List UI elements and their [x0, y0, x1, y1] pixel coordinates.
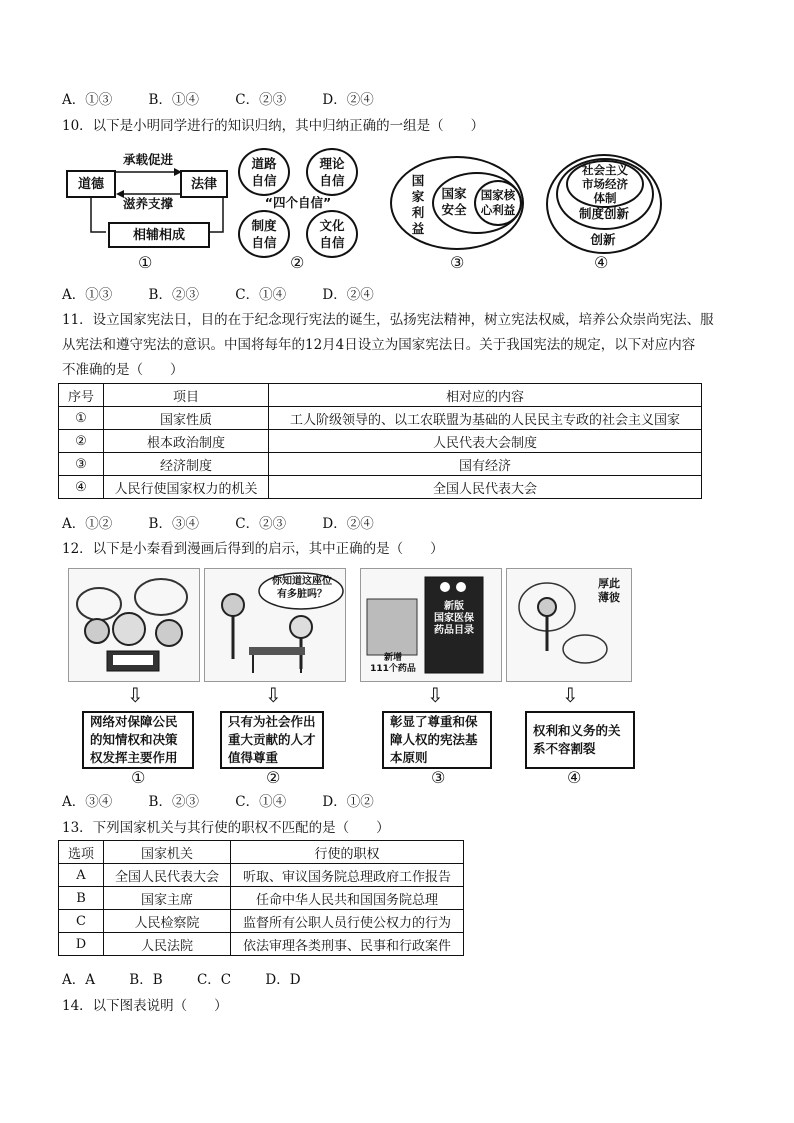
diagram-2-number: ② — [290, 253, 305, 272]
diagram-2-circle-1: 道路 自信 — [238, 148, 290, 196]
q11-options — [62, 514, 406, 534]
option: B．②③ — [148, 794, 199, 810]
option: A．①③ — [62, 92, 113, 108]
cartoon-2-number: ② — [266, 768, 281, 787]
diagram-2-center-label: “四个自信” — [264, 195, 332, 210]
option: D．②④ — [322, 287, 374, 303]
diagram-3 — [390, 148, 525, 273]
option: C．①④ — [235, 794, 287, 810]
table-cell: 任命中华人民共和国国务院总理 — [231, 887, 464, 910]
table-cell: 人民法院 — [104, 933, 231, 956]
table-row — [59, 910, 464, 933]
option: D．D — [265, 972, 301, 988]
option: C．②③ — [235, 92, 287, 108]
diagram-2 — [238, 148, 363, 273]
q12-stem: 12．以下是小秦看到漫画后得到的启示，其中正确的是（ ） — [62, 541, 444, 557]
table-cell: 人民检察院 — [104, 910, 231, 933]
q11-table — [58, 383, 702, 499]
table-cell: 人民代表大会制度 — [269, 430, 702, 453]
diagram-3-mid-label: 国家 安全 — [441, 186, 467, 217]
cartoon-4-image — [506, 568, 632, 682]
cartoon-2-caption: 只有为社会作出重大贡献的人才值得尊重 — [220, 711, 324, 769]
cartoon-3-subtext: 新增 111个药品 — [370, 653, 416, 674]
table-cell: C — [59, 910, 104, 933]
table-cell: ③ — [59, 453, 104, 476]
q13-stem: 13．下列国家机关与其行使的职权不匹配的是（ ） — [62, 820, 390, 836]
diagram-1-bottom-box: 相辅相成 — [108, 222, 210, 248]
header-cell: 项目 — [104, 384, 269, 407]
table-cell: 人民行使国家权力的机关 — [104, 476, 269, 499]
option: D．②④ — [322, 516, 374, 532]
diagram-4-outer-label: 创新 — [590, 232, 616, 247]
option: A．①③ — [62, 287, 113, 303]
table-cell: 依法审理各类刑事、民事和行政案件 — [231, 933, 464, 956]
q10-stem: 10．以下是小明同学进行的知识归纳，其中归纳正确的一组是（ ） — [62, 118, 485, 134]
diagram-3-outer-label: 国 家 利 益 — [411, 173, 425, 236]
cartoon-3-book-title: 新版 国家医保 药品目录 — [434, 601, 474, 636]
table-cell: 根本政治制度 — [104, 430, 269, 453]
cartoon-4-text: 厚此 薄彼 — [598, 577, 620, 604]
option: B．①④ — [148, 92, 199, 108]
table-cell: 国有经济 — [269, 453, 702, 476]
table-cell: 全国人民代表大会 — [104, 864, 231, 887]
cartoon-2-speech-bubble: 你知道这座位 有多脏吗？ — [272, 576, 332, 600]
diagram-1-right-box: 法律 — [180, 170, 228, 198]
table-cell: 国家主席 — [104, 887, 231, 910]
option: D．②④ — [322, 92, 374, 108]
option: C．②③ — [235, 516, 287, 532]
header-cell: 选项 — [59, 841, 104, 864]
q9-options — [62, 90, 406, 110]
cartoon-3-caption: 彰显了尊重和保障人权的宪法基本原则 — [382, 711, 492, 769]
table-header-row — [59, 384, 702, 407]
option: D．①② — [322, 794, 374, 810]
cartoon-2-image — [204, 568, 346, 682]
diagram-4-inner-circle: 社会主义 市场经济 体制 — [566, 160, 644, 208]
table-row — [59, 476, 702, 499]
diagram-2-circle-2: 理论 自信 — [306, 148, 358, 196]
cartoon-1-image — [68, 568, 200, 682]
table-row — [59, 864, 464, 887]
table-cell: ② — [59, 430, 104, 453]
table-cell: 监督所有公职人员行使公权力的行为 — [231, 910, 464, 933]
cartoon-1-caption: 网络对保障公民的知情权和决策权发挥主要作用 — [82, 711, 194, 769]
option: B．B — [129, 972, 163, 988]
option: A．A — [62, 972, 95, 988]
table-cell: ④ — [59, 476, 104, 499]
table-cell: 经济制度 — [104, 453, 269, 476]
q11-stem-line-3: 不准确的是（ ） — [62, 362, 184, 378]
header-cell: 国家机关 — [104, 841, 231, 864]
diagram-4 — [546, 148, 664, 273]
cartoon-3-number: ③ — [431, 768, 446, 787]
diagram-4-number: ④ — [594, 253, 609, 272]
diagram-1-mid-label: 滋养支撑 — [122, 196, 173, 211]
table-cell: D — [59, 933, 104, 956]
option: A．①② — [62, 516, 113, 532]
table-cell: 工人阶级领导的、以工农联盟为基础的人民民主专政的社会主义国家 — [269, 407, 702, 430]
header-cell: 序号 — [59, 384, 104, 407]
header-cell: 相对应的内容 — [269, 384, 702, 407]
cartoon-4-caption: 权利和义务的关系不容割裂 — [525, 711, 635, 769]
table-cell: A — [59, 864, 104, 887]
q13-options — [62, 970, 331, 990]
q13-table — [58, 840, 464, 956]
diagram-1-top-label: 承载促进 — [122, 152, 173, 167]
table-row — [59, 407, 702, 430]
q12-options — [62, 792, 406, 812]
down-arrow-icon: ⇩ — [127, 683, 144, 707]
option: B．②③ — [148, 287, 199, 303]
down-arrow-icon: ⇩ — [427, 683, 444, 707]
q11-stem-line-1: 11．设立国家宪法日，目的在于纪念现行宪法的诞生，弘扬宪法精神，树立宪法权威，培养公众崇尚宪法、服 — [62, 312, 714, 328]
diagram-3-number: ③ — [450, 253, 465, 272]
cartoon-4-number: ④ — [567, 768, 582, 787]
down-arrow-icon: ⇩ — [562, 683, 579, 707]
table-cell: ① — [59, 407, 104, 430]
option: C．①④ — [235, 287, 287, 303]
diagram-1-number: ① — [138, 253, 153, 272]
diagram-3-inner-circle: 国家核 心利益 — [474, 180, 522, 226]
option: C．C — [196, 972, 232, 988]
q11-stem-line-2: 从宪法和遵守宪法的意识。中国将每年的12月4日设立为国家宪法日。关于我国宪法的规定，以下对应内容 — [62, 337, 696, 353]
header-cell: 行使的职权 — [231, 841, 464, 864]
table-cell: 全国人民代表大会 — [269, 476, 702, 499]
table-row — [59, 887, 464, 910]
cartoon-1-drawing — [69, 569, 199, 681]
diagram-4-mid-label: 制度创新 — [578, 206, 629, 221]
table-row — [59, 933, 464, 956]
table-header-row — [59, 841, 464, 864]
cartoon-3-image — [360, 568, 502, 682]
diagram-1-left-box: 道德 — [66, 170, 116, 198]
table-cell: B — [59, 887, 104, 910]
q10-options — [62, 285, 406, 305]
diagram-1 — [66, 148, 236, 273]
option: B．③④ — [148, 516, 199, 532]
table-cell: 听取、审议国务院总理政府工作报告 — [231, 864, 464, 887]
table-row — [59, 453, 702, 476]
table-cell: 国家性质 — [104, 407, 269, 430]
diagram-2-circle-3: 制度 自信 — [238, 210, 290, 258]
option: A．③④ — [62, 794, 113, 810]
down-arrow-icon: ⇩ — [265, 683, 282, 707]
table-row — [59, 430, 702, 453]
diagram-2-circle-4: 文化 自信 — [306, 210, 358, 258]
cartoon-1-number: ① — [131, 768, 146, 787]
q14-stem: 14．以下图表说明（ ） — [62, 998, 228, 1014]
